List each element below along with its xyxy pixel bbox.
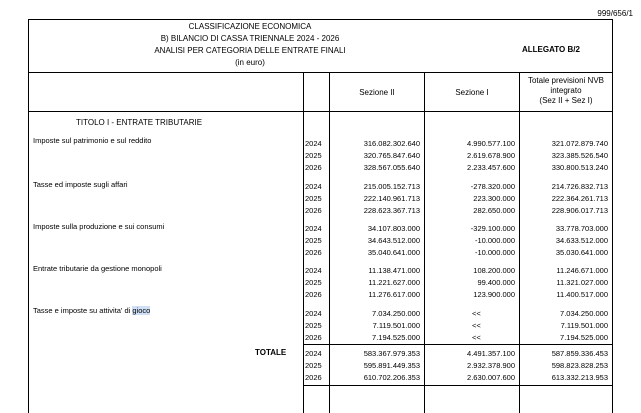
frame-top <box>28 19 613 20</box>
year-cell: 2024 <box>305 309 322 318</box>
total-cell: 214.726.832.713 <box>551 182 608 191</box>
col-header-sez2: Sezione II <box>359 88 395 97</box>
year-cell: 2024 <box>305 266 322 275</box>
sez1-cell: 4.990.577.100 <box>467 139 515 148</box>
sez2-cell: 34.107.803.000 <box>367 224 420 233</box>
total-cell: 323.385.526.540 <box>551 151 608 160</box>
frame-right <box>612 19 613 413</box>
sez1-cell: 282.650.000 <box>473 206 515 215</box>
sez1-cell: -10.000.000 <box>474 236 515 245</box>
year-cell: 2025 <box>305 151 322 160</box>
allegato-label: ALLEGATO B/2 <box>522 45 580 54</box>
sez2-cell: 595.891.449.353 <box>363 361 420 370</box>
category-label-text: Tasse e imposte su attivita' di <box>33 306 133 315</box>
sez1-cell: 2.630.007.600 <box>467 373 515 382</box>
sez2-cell: 11.221.627.000 <box>368 278 420 287</box>
sez2-cell: 7.034.250.000 <box>372 309 420 318</box>
sez1-cell: 2.619.678.900 <box>467 151 515 160</box>
total-cell: 7.119.501.000 <box>560 321 608 330</box>
header-line3: ANALISI PER CATEGORIA DELLE ENTRATE FINALI <box>154 46 346 55</box>
sez2-cell: 583.367.979.353 <box>363 349 420 358</box>
total-cell: 11.246.671.000 <box>556 266 608 275</box>
titolo-heading: TITOLO I - ENTRATE TRIBUTARIE <box>76 118 203 127</box>
year-cell: 2024 <box>305 182 322 191</box>
sez2-cell: 215.005.152.713 <box>363 182 420 191</box>
total-bottom-line <box>303 385 612 386</box>
category-label: Entrate tributarie da gestione monopoli <box>33 264 162 273</box>
total-cell: 222.364.261.713 <box>551 194 608 203</box>
year-cell: 2024 <box>305 139 322 148</box>
total-cell: 330.800.513.240 <box>551 163 608 172</box>
sez2-cell: 610.702.206.353 <box>363 373 420 382</box>
year-cell: 2025 <box>305 194 322 203</box>
year-cell: 2026 <box>305 290 322 299</box>
year-cell: 2026 <box>305 333 322 342</box>
header-line1: CLASSIFICAZIONE ECONOMICA <box>188 22 312 31</box>
sez2-cell: 328.567.055.640 <box>363 163 420 172</box>
sez1-cell: -329.100.000 <box>470 224 515 233</box>
year-cell: 2025 <box>305 236 322 245</box>
sez1-cell: 123.900.000 <box>473 290 515 299</box>
sez1-cell: 223.300.000 <box>473 194 515 203</box>
sez2-cell: 7.194.525.000 <box>372 333 420 342</box>
header-line4: (in euro) <box>235 58 265 67</box>
sez2-cell: 34.643.512.000 <box>367 236 420 245</box>
sez2-cell: 228.623.367.713 <box>363 206 420 215</box>
sez1-cell: 2.233.457.600 <box>467 163 515 172</box>
total-cell: 11.400.517.000 <box>556 290 608 299</box>
total-cell: 598.823.828.253 <box>551 361 608 370</box>
year-cell: 2025 <box>305 361 322 370</box>
sez2-cell: 316.082.302.640 <box>363 139 420 148</box>
sez1-cell: -10.000.000 <box>474 248 515 257</box>
sez2-cell: 35.040.641.000 <box>367 248 420 257</box>
sez1-cell: 108.200.000 <box>473 266 515 275</box>
total-cell: 11.321.027.000 <box>556 278 608 287</box>
year-cell: 2024 <box>305 349 322 358</box>
col-header-total-l1: Totale previsioni NVB <box>527 76 605 85</box>
col-line-year-left <box>303 72 304 413</box>
total-top-line <box>303 344 612 345</box>
year-cell: 2026 <box>305 206 322 215</box>
year-cell: 2026 <box>305 373 322 382</box>
total-cell: 321.072.879.740 <box>551 139 608 148</box>
category-label: Tasse ed imposte sugli affari <box>33 180 128 189</box>
colhead-divider <box>28 111 613 112</box>
sez1-cell: << <box>472 333 481 342</box>
sez1-cell: << <box>472 321 481 330</box>
header-line2: B) BILANCIO DI CASSA TRIENNALE 2024 - 2026 <box>160 34 340 43</box>
category-label: Imposte sul patrimonio e sul reddito <box>33 136 152 145</box>
total-cell: 34.633.512.000 <box>555 236 608 245</box>
page-id: 999/656/1 <box>597 9 633 18</box>
total-cell: 587.859.336.453 <box>551 349 608 358</box>
sez2-cell: 11.138.471.000 <box>368 266 420 275</box>
header-divider <box>28 72 613 73</box>
totale-label: TOTALE <box>255 348 287 357</box>
col-header-total-l2: integrato <box>550 86 582 95</box>
category-label <box>33 306 150 315</box>
year-cell: 2024 <box>305 224 322 233</box>
sez1-cell: -278.320.000 <box>470 182 515 191</box>
sez2-cell: 222.140.961.713 <box>363 194 420 203</box>
total-cell: 7.194.525.000 <box>560 333 608 342</box>
frame-left <box>28 19 29 413</box>
year-cell: 2025 <box>305 321 322 330</box>
sez1-cell: << <box>472 309 481 318</box>
sez1-cell: 99.400.000 <box>477 278 515 287</box>
total-cell: 228.906.017.713 <box>551 206 608 215</box>
total-cell: 33.778.703.000 <box>555 224 608 233</box>
col-header-sez1: Sezione I <box>455 88 489 97</box>
category-label: Imposte sulla produzione e sui consumi <box>33 222 165 231</box>
selected-text-highlight[interactable]: gioco <box>132 306 151 315</box>
year-cell: 2026 <box>305 163 322 172</box>
total-cell: 7.034.250.000 <box>560 309 608 318</box>
year-cell: 2026 <box>305 248 322 257</box>
total-cell: 613.332.213.953 <box>551 373 608 382</box>
total-cell: 35.030.641.000 <box>555 248 608 257</box>
sez2-cell: 7.119.501.000 <box>372 321 420 330</box>
sez1-cell: 2.932.378.900 <box>467 361 515 370</box>
sez2-cell: 320.765.847.640 <box>363 151 420 160</box>
sez1-cell: 4.491.357.100 <box>467 349 515 358</box>
sez2-cell: 11.276.617.000 <box>368 290 420 299</box>
col-header-total-l3: (Sez II + Sez I) <box>539 96 593 105</box>
year-cell: 2025 <box>305 278 322 287</box>
